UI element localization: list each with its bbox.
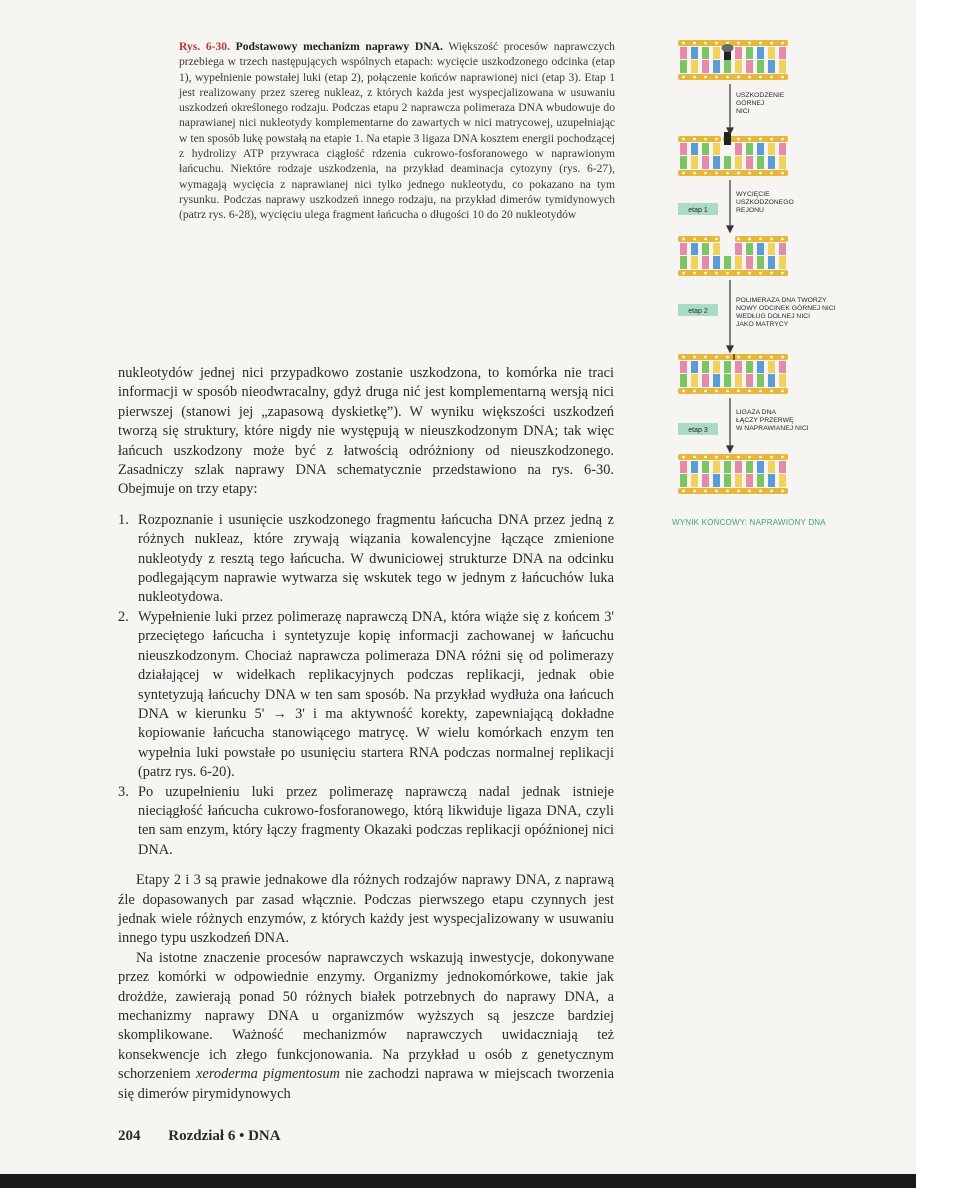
- backbone-dot: [693, 138, 696, 141]
- backbone-dot: [759, 390, 762, 393]
- backbone-dot: [726, 272, 729, 275]
- backbone-dot: [693, 238, 696, 241]
- backbone-dot: [693, 390, 696, 393]
- backbone-dot: [737, 42, 740, 45]
- base-top: [735, 47, 742, 59]
- backbone-dot: [748, 390, 751, 393]
- backbone-dot: [759, 42, 762, 45]
- backbone-dot: [715, 390, 718, 393]
- backbone-dot: [781, 172, 784, 175]
- backbone-dot: [748, 356, 751, 359]
- backbone-dot: [748, 76, 751, 79]
- backbone-dot: [770, 356, 773, 359]
- base-top: [757, 143, 764, 155]
- backbone-dot: [737, 272, 740, 275]
- list-item: 1. Rozpoznanie i usunięcie uszkodzonego fragmentu łańcucha DNA przez jedną z różnych nukleaz, które zrywają wiązania kowalencyjne łączące zmienione nukleotydy z resztą tego łańcucha. W dwuniciowej strukturze DNA na odcinku podlegającym naprawie wytwarza się wskutek tego w jednym z łańcuchów luka nukleotydowa.: [118, 511, 614, 606]
- backbone-dot: [781, 238, 784, 241]
- base-bottom: [724, 256, 731, 269]
- base-bottom: [702, 374, 709, 387]
- backbone-dot: [682, 456, 685, 459]
- base-top: [735, 361, 742, 373]
- backbone-dot: [737, 76, 740, 79]
- backbone-dot: [693, 172, 696, 175]
- base-bottom: [691, 60, 698, 73]
- base-bottom: [724, 474, 731, 487]
- base-top: [779, 47, 786, 59]
- backbone-dot: [704, 490, 707, 493]
- base-bottom: [779, 156, 786, 169]
- main-text: [118, 364, 614, 1104]
- backbone-dot: [704, 42, 707, 45]
- backbone-dot: [704, 456, 707, 459]
- base-bottom: [757, 474, 764, 487]
- backbone-dot: [781, 42, 784, 45]
- backbone-dot: [682, 76, 685, 79]
- base-bottom: [779, 256, 786, 269]
- base-bottom: [779, 60, 786, 73]
- backbone-dot: [781, 490, 784, 493]
- backbone-dot: [704, 390, 707, 393]
- base-bottom: [735, 374, 742, 387]
- backbone-dot: [715, 238, 718, 241]
- backbone-dot: [682, 390, 685, 393]
- backbone-dot: [770, 42, 773, 45]
- base-top: [757, 361, 764, 373]
- base-top: [691, 143, 698, 155]
- base-bottom: [724, 374, 731, 387]
- base-top: [768, 243, 775, 255]
- backbone-dot: [759, 456, 762, 459]
- backbone-dot: [759, 272, 762, 275]
- backbone-dot: [737, 456, 740, 459]
- step-2-text: etap 2: [688, 308, 708, 315]
- base-top: [713, 461, 720, 473]
- base-top: [702, 47, 709, 59]
- base-top: [768, 143, 775, 155]
- backbone-dot: [726, 456, 729, 459]
- list-item: 3. Po uzupełnieniu luki przez polimerazę naprawczą nadal jednak istnieje nieciągłość łańcucha cukrowo-fosforanowego, którą likwiduje ligaza DNA, czyli ten sam enzym, który łączy fragmenty Okazaki podczas replikacji opóźnionej nici DNA.: [118, 783, 614, 858]
- backbone-dot: [682, 272, 685, 275]
- dna-duplex-gap: [678, 236, 788, 276]
- base-top: [713, 143, 720, 155]
- scan-edge: [0, 1174, 916, 1188]
- backbone-dot: [715, 138, 718, 141]
- list-item: 2. Wypełnienie luki przez polimerazę naprawczą DNA, która wiąże się z końcem 3' przeciętego łańcucha i syntetyzuje kopię informacji zachowanej w łańcuchu nieuszkodzonym. Chociaż naprawcza polimeraza DNA różni się od polimerazy działającej w widełkach replikacyjnych podczas replikacji, jednak obie syntetyzują łańcuchy DNA w ten sam sposób. Na przykład wydłuża ona łańcuch DNA w kierunku 5' → 3' i ma aktywność korekty, zapewniającą dokładne kopiowanie łańcucha stanowiącego matrycę. W wielu komórkach enzym ten wypełnia luki powstałe po usunięciu startera RNA podczas normalnej replikacji (patrz rys. 6-20).: [118, 608, 614, 781]
- base-bottom: [724, 156, 731, 169]
- arrow-3-head: [727, 346, 733, 352]
- backbone-dot: [770, 172, 773, 175]
- backbone-dot: [715, 456, 718, 459]
- base-top: [768, 361, 775, 373]
- arrow-2-head: [727, 226, 733, 232]
- page-number: 204: [118, 1128, 141, 1144]
- backbone-dot: [781, 356, 784, 359]
- backbone-dot: [770, 76, 773, 79]
- dna-duplex-repaired: [678, 454, 788, 494]
- dna-repair-diagram: [672, 40, 892, 540]
- backbone-dot: [781, 272, 784, 275]
- backbone-dot: [748, 272, 751, 275]
- chapter-title: Rozdział 6 • DNA: [168, 1128, 281, 1144]
- backbone-dot: [770, 490, 773, 493]
- base-top: [702, 243, 709, 255]
- base-top: [680, 143, 687, 155]
- repair-steps-list: [118, 511, 614, 860]
- backbone-dot: [737, 172, 740, 175]
- base-bottom: [713, 374, 720, 387]
- base-top: [779, 243, 786, 255]
- base-bottom: [757, 156, 764, 169]
- backbone-dot: [781, 76, 784, 79]
- base-bottom: [735, 474, 742, 487]
- step-1-text: etap 1: [688, 207, 708, 214]
- backbone-dot: [759, 356, 762, 359]
- backbone-dot: [770, 456, 773, 459]
- backbone-dot: [726, 390, 729, 393]
- nick: [733, 354, 735, 360]
- backbone-dot: [682, 42, 685, 45]
- base-top: [691, 461, 698, 473]
- backbone-dot: [737, 356, 740, 359]
- base-top: [702, 361, 709, 373]
- backbone-dot: [726, 172, 729, 175]
- backbone-dot: [682, 490, 685, 493]
- step-3-text: etap 3: [688, 427, 708, 434]
- base-bottom: [768, 474, 775, 487]
- base-bottom: [735, 60, 742, 73]
- diagram-result-label: WYNIK KOŃCOWY: NAPRAWIONY DNA: [672, 518, 826, 527]
- figure-title: Podstawowy mechanizm naprawy DNA.: [235, 40, 443, 53]
- backbone-dot: [693, 490, 696, 493]
- base-top: [746, 47, 753, 59]
- label-excision: WYCIĘCIE USZKODZONEGO REJONU: [736, 191, 794, 214]
- base-top: [779, 361, 786, 373]
- base-top: [680, 47, 687, 59]
- base-bottom: [680, 156, 687, 169]
- base-bottom: [757, 256, 764, 269]
- label-ligase: LIGAZA DNA ŁĄCZY PRZERWĘ W NAPRAWIANEJ NICI: [736, 409, 809, 432]
- backbone-dot: [770, 390, 773, 393]
- backbone-dot: [715, 490, 718, 493]
- base-top: [702, 461, 709, 473]
- label-damage: USZKODZENIE GÓRNEJ NICI: [736, 92, 785, 115]
- base-bottom: [691, 256, 698, 269]
- base-bottom: [702, 256, 709, 269]
- backbone-dot: [737, 490, 740, 493]
- paragraph-3: Na istotne znaczenie procesów naprawczych wskazują inwestycje, dokonywane przez komórki w odpowiednie enzymy. Organizmy jednokomórkowe, takie jak drożdże, zawierają ponad 50 różnych białek potrzebnych do naprawy DNA, a mechanizmy naprawy DNA u organizmów wyższych są jeszcze bardziej skomplikowane. Ważność mechanizmów naprawczych uwidaczniają też konsekwencje ich złego funkcjonowania. Na przykład u osób z genetycznym schorzeniem xeroderma pigmentosum nie zachodzi naprawa w miejscach tworzenia się dimerów pirymidynowych: [118, 949, 614, 1102]
- base-top: [757, 461, 764, 473]
- backbone-dot: [726, 356, 729, 359]
- backbone-dot: [748, 490, 751, 493]
- backbone-dot: [759, 238, 762, 241]
- backbone-dot: [748, 456, 751, 459]
- backbone-dot: [748, 238, 751, 241]
- base-top: [757, 47, 764, 59]
- backbone-dot: [704, 272, 707, 275]
- base-bottom: [713, 474, 720, 487]
- base-top: [746, 243, 753, 255]
- base-top: [691, 361, 698, 373]
- base-top: [713, 47, 720, 59]
- base-bottom: [768, 374, 775, 387]
- base-top: [680, 361, 687, 373]
- backbone-dot: [715, 76, 718, 79]
- backbone-dot: [748, 42, 751, 45]
- base-bottom: [757, 374, 764, 387]
- backbone-dot: [715, 42, 718, 45]
- base-bottom: [768, 256, 775, 269]
- base-bottom: [746, 474, 753, 487]
- backbone-dot: [726, 76, 729, 79]
- paragraph-2: Etapy 2 i 3 są prawie jednakowe dla różnych rodzajów naprawy DNA, z naprawą źle dopasowanych par zasad włącznie. Podczas pierwszego etapu czynnych jest jednak wiele różnych enzymów, z których każdy jest wyspecjalizowany w usuwaniu innego typu uszkodzeń DNA.: [118, 872, 614, 947]
- backbone-dot: [737, 390, 740, 393]
- base-top: [768, 461, 775, 473]
- backbone-dot: [693, 42, 696, 45]
- backbone-dot: [704, 172, 707, 175]
- new-base: [724, 361, 731, 373]
- backbone-dot: [748, 172, 751, 175]
- backbone-dot: [682, 172, 685, 175]
- base-bottom: [691, 156, 698, 169]
- base-top: [757, 243, 764, 255]
- backbone-dot: [682, 238, 685, 241]
- backbone-dot: [770, 238, 773, 241]
- base-bottom: [713, 156, 720, 169]
- backbone-dot: [759, 172, 762, 175]
- backbone-dot: [737, 138, 740, 141]
- backbone-dot: [759, 490, 762, 493]
- base-bottom: [735, 156, 742, 169]
- backbone-dot: [781, 138, 784, 141]
- base-top: [735, 143, 742, 155]
- intro-paragraph: nukleotydów jednej nici przypadkowo zostanie uszkodzona, to komórka nie traci informacji w sposób nieodwracalny, gdyż druga nić jest komplementarną wersją nici pierwszej (stanowi jej „zapasową dyskietkę”). W wyniku większości uszkodzeń tworzą się struktury, które nigdy nie występują w nieuszkodzonym DNA; tak więc łańcuch uszkodzony może być z łatwością odróżniony od nieuszkodzonego. Zasadniczy szlak naprawy DNA schematycznie przedstawiono na rys. 6-30. Obejmuje on trzy etapy:: [118, 365, 614, 498]
- page-footer: [118, 1128, 281, 1145]
- backbone-dot: [715, 172, 718, 175]
- base-bottom: [702, 156, 709, 169]
- base-top: [713, 243, 720, 255]
- backbone-dot: [682, 356, 685, 359]
- backbone-dot: [682, 138, 685, 141]
- backbone-dot: [693, 76, 696, 79]
- backbone-dot: [759, 76, 762, 79]
- base-bottom: [680, 256, 687, 269]
- base-bottom: [702, 60, 709, 73]
- base-top: [702, 143, 709, 155]
- figure-label: Rys. 6-30.: [179, 40, 230, 53]
- base-bottom: [724, 60, 731, 73]
- base-bottom: [746, 156, 753, 169]
- base-top: [735, 461, 742, 473]
- base-bottom: [713, 256, 720, 269]
- base-bottom: [779, 474, 786, 487]
- base-bottom: [713, 60, 720, 73]
- figure-caption: [179, 39, 615, 223]
- backbone-dot: [726, 42, 729, 45]
- base-top: [768, 47, 775, 59]
- backbone-dot: [781, 390, 784, 393]
- backbone-dot: [759, 138, 762, 141]
- arrow-4-head: [727, 446, 733, 452]
- base-top: [735, 243, 742, 255]
- base-top: [680, 243, 687, 255]
- damage-marker: [722, 44, 734, 52]
- backbone-dot: [737, 238, 740, 241]
- backbone-dot: [693, 456, 696, 459]
- base-bottom: [702, 474, 709, 487]
- backbone-dot: [781, 456, 784, 459]
- backbone-dot: [693, 272, 696, 275]
- base-bottom: [680, 374, 687, 387]
- disease-name: xeroderma pigmentosum: [196, 1066, 340, 1083]
- figure-caption-body: Większość procesów naprawczych przebiega w trzech następujących wspólnych etapach: wycięcie uszkodzonego odcinka (etap 1), wypełnienie powstałej luki (etap 2), połączenie końców naprawionej nici (etap 3). Etap 1 jest realizowany przez szereg nukleaz, z których każda jest wyspecjalizowana w usuwaniu uszkodzeń określonego rodzaju. Podczas etapu 2 naprawcza polimeraza DNA wbudowuje do naprawianej nici nukleotydy komplementarne do zawartych w nici matrycowej, uzupełniając w ten sposób lukę powstałą na etapie 1. Na etapie 3 ligaza DNA kosztem energii pochodzącej z hydrolizy ATP przywraca ciągłość rdzenia cukrowo-fosforanowego w naprawionym łańcuchu. Niektóre rodzaje uszkodzenia, na przykład deaminacja cytozyny (rys. 6-27), wymagają wycięcia z naprawianej nici tylko jednego nukleotydu, co pokazano na tym rysunku. Podczas naprawy uszkodzeń innego rodzaju, na przykład dimerów tymidynowych (patrz rys. 6-28), wycięciu ulega fragment łańcucha o długości 10 do 20 nukleotydów: [179, 40, 615, 222]
- backbone-dot: [715, 356, 718, 359]
- base-bottom: [779, 374, 786, 387]
- base-bottom: [757, 60, 764, 73]
- base-bottom: [680, 60, 687, 73]
- backbone-dot: [770, 138, 773, 141]
- base-bottom: [768, 60, 775, 73]
- scan-margin: [916, 0, 972, 1188]
- backbone-top: [723, 136, 788, 142]
- base-bottom: [680, 474, 687, 487]
- base-bottom: [768, 156, 775, 169]
- base-top: [713, 361, 720, 373]
- backbone-dot: [726, 490, 729, 493]
- base-top: [691, 243, 698, 255]
- base-bottom: [746, 256, 753, 269]
- base-top: [746, 461, 753, 473]
- backbone-dot: [748, 138, 751, 141]
- base-bottom: [691, 474, 698, 487]
- backbone-dot: [770, 272, 773, 275]
- base-top: [746, 143, 753, 155]
- backbone-dot: [704, 76, 707, 79]
- base-top: [746, 361, 753, 373]
- backbone-dot: [704, 238, 707, 241]
- base-bottom: [735, 256, 742, 269]
- base-top: [779, 461, 786, 473]
- backbone-dot: [693, 356, 696, 359]
- backbone-dot: [704, 356, 707, 359]
- dna-duplex-filled: [678, 354, 788, 394]
- base-top: [691, 47, 698, 59]
- label-polymerase: POLIMERAZA DNA TWORZY NOWY ODCINEK GÓRNEJ NICI WEDŁUG DOLNEJ NICI JAKO MATRYCY: [736, 297, 836, 328]
- backbone-dot: [715, 272, 718, 275]
- base-top: [779, 143, 786, 155]
- dna-duplex-excised: [678, 132, 788, 176]
- base-bottom: [746, 60, 753, 73]
- dna-duplex-damaged: [678, 40, 788, 80]
- new-base: [724, 461, 731, 473]
- backbone-dot: [704, 138, 707, 141]
- base-bottom: [691, 374, 698, 387]
- base-bottom: [746, 374, 753, 387]
- base-top: [680, 461, 687, 473]
